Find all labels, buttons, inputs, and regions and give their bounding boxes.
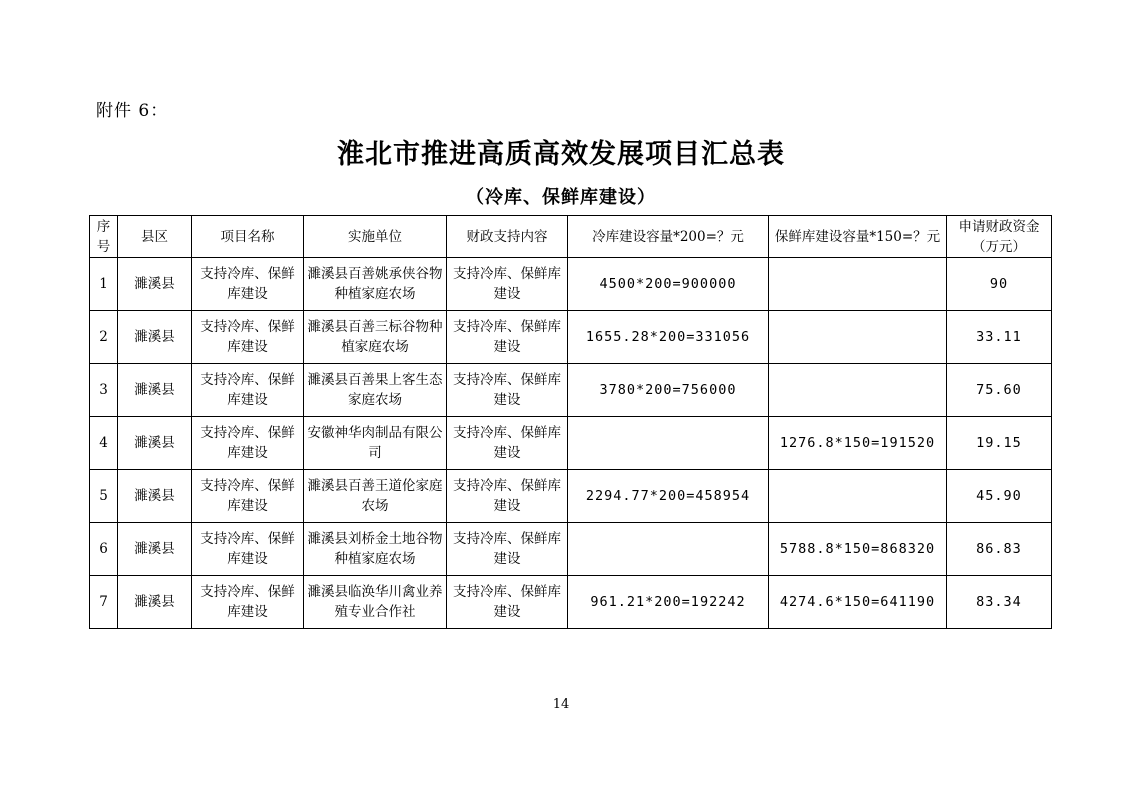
cell-project-name: 支持冷库、保鲜库建设	[192, 417, 304, 470]
header-support-content: 财政支持内容	[447, 216, 568, 258]
cell-funding-amount: 83.34	[947, 576, 1052, 629]
cell-cold-storage	[568, 523, 769, 576]
cell-project-name: 支持冷库、保鲜库建设	[192, 258, 304, 311]
cell-serial: 3	[90, 364, 118, 417]
cell-support-content: 支持冷库、保鲜库建设	[447, 258, 568, 311]
cell-fresh-storage: 1276.8*150=191520	[769, 417, 947, 470]
header-project-name: 项目名称	[192, 216, 304, 258]
cell-county: 濉溪县	[118, 417, 192, 470]
cell-county: 濉溪县	[118, 576, 192, 629]
table-row	[90, 364, 1052, 417]
cell-serial: 6	[90, 523, 118, 576]
table-row	[90, 523, 1052, 576]
header-implementing-unit: 实施单位	[304, 216, 447, 258]
cell-cold-storage: 4500*200=900000	[568, 258, 769, 311]
cell-serial: 1	[90, 258, 118, 311]
cell-funding-amount: 86.83	[947, 523, 1052, 576]
cell-county: 濉溪县	[118, 470, 192, 523]
cell-fresh-storage	[769, 364, 947, 417]
cell-implementing-unit: 濉溪县百善果上客生态家庭农场	[304, 364, 447, 417]
cell-support-content: 支持冷库、保鲜库建设	[447, 417, 568, 470]
cell-support-content: 支持冷库、保鲜库建设	[447, 576, 568, 629]
attachment-label: 附件 6：	[96, 101, 169, 121]
cell-implementing-unit: 濉溪县百善三标谷物种植家庭农场	[304, 311, 447, 364]
table-row	[90, 258, 1052, 311]
header-county: 县区	[118, 216, 192, 258]
cell-fresh-storage	[769, 470, 947, 523]
cell-support-content: 支持冷库、保鲜库建设	[447, 311, 568, 364]
cell-implementing-unit: 安徽神华肉制品有限公司	[304, 417, 447, 470]
cell-fresh-storage: 4274.6*150=641190	[769, 576, 947, 629]
cell-fresh-storage	[769, 311, 947, 364]
page-number: 14	[552, 697, 570, 712]
cell-serial: 2	[90, 311, 118, 364]
summary-table	[89, 215, 1052, 629]
page-subtitle: （冷库、保鲜库建设）	[466, 187, 656, 208]
header-cold-storage: 冷库建设容量*200=？元	[568, 216, 769, 258]
cell-project-name: 支持冷库、保鲜库建设	[192, 576, 304, 629]
table-row	[90, 311, 1052, 364]
cell-project-name: 支持冷库、保鲜库建设	[192, 311, 304, 364]
table-row	[90, 576, 1052, 629]
cell-cold-storage: 3780*200=756000	[568, 364, 769, 417]
table-header-row	[90, 216, 1052, 258]
cell-county: 濉溪县	[118, 523, 192, 576]
cell-implementing-unit: 濉溪县临涣华川禽业养殖专业合作社	[304, 576, 447, 629]
cell-funding-amount: 33.11	[947, 311, 1052, 364]
table-row	[90, 417, 1052, 470]
cell-support-content: 支持冷库、保鲜库建设	[447, 364, 568, 417]
cell-serial: 7	[90, 576, 118, 629]
cell-implementing-unit: 濉溪县百善姚承侠谷物种植家庭农场	[304, 258, 447, 311]
cell-cold-storage: 1655.28*200=331056	[568, 311, 769, 364]
page-title: 淮北市推进高质高效发展项目汇总表	[337, 139, 785, 170]
table-row	[90, 470, 1052, 523]
cell-project-name: 支持冷库、保鲜库建设	[192, 523, 304, 576]
header-serial: 序号	[90, 216, 118, 258]
cell-funding-amount: 90	[947, 258, 1052, 311]
cell-implementing-unit: 濉溪县百善王道伦家庭农场	[304, 470, 447, 523]
cell-funding-amount: 19.15	[947, 417, 1052, 470]
cell-cold-storage	[568, 417, 769, 470]
cell-cold-storage: 2294.77*200=458954	[568, 470, 769, 523]
cell-county: 濉溪县	[118, 364, 192, 417]
cell-county: 濉溪县	[118, 311, 192, 364]
header-fresh-storage: 保鲜库建设容量*150=？元	[769, 216, 947, 258]
cell-implementing-unit: 濉溪县刘桥金土地谷物种植家庭农场	[304, 523, 447, 576]
cell-funding-amount: 75.60	[947, 364, 1052, 417]
cell-project-name: 支持冷库、保鲜库建设	[192, 470, 304, 523]
cell-cold-storage: 961.21*200=192242	[568, 576, 769, 629]
header-funding-amount: 申请财政资金（万元）	[947, 216, 1052, 258]
cell-fresh-storage: 5788.8*150=868320	[769, 523, 947, 576]
cell-support-content: 支持冷库、保鲜库建设	[447, 470, 568, 523]
cell-support-content: 支持冷库、保鲜库建设	[447, 523, 568, 576]
cell-serial: 4	[90, 417, 118, 470]
cell-serial: 5	[90, 470, 118, 523]
cell-county: 濉溪县	[118, 258, 192, 311]
cell-project-name: 支持冷库、保鲜库建设	[192, 364, 304, 417]
cell-fresh-storage	[769, 258, 947, 311]
cell-funding-amount: 45.90	[947, 470, 1052, 523]
